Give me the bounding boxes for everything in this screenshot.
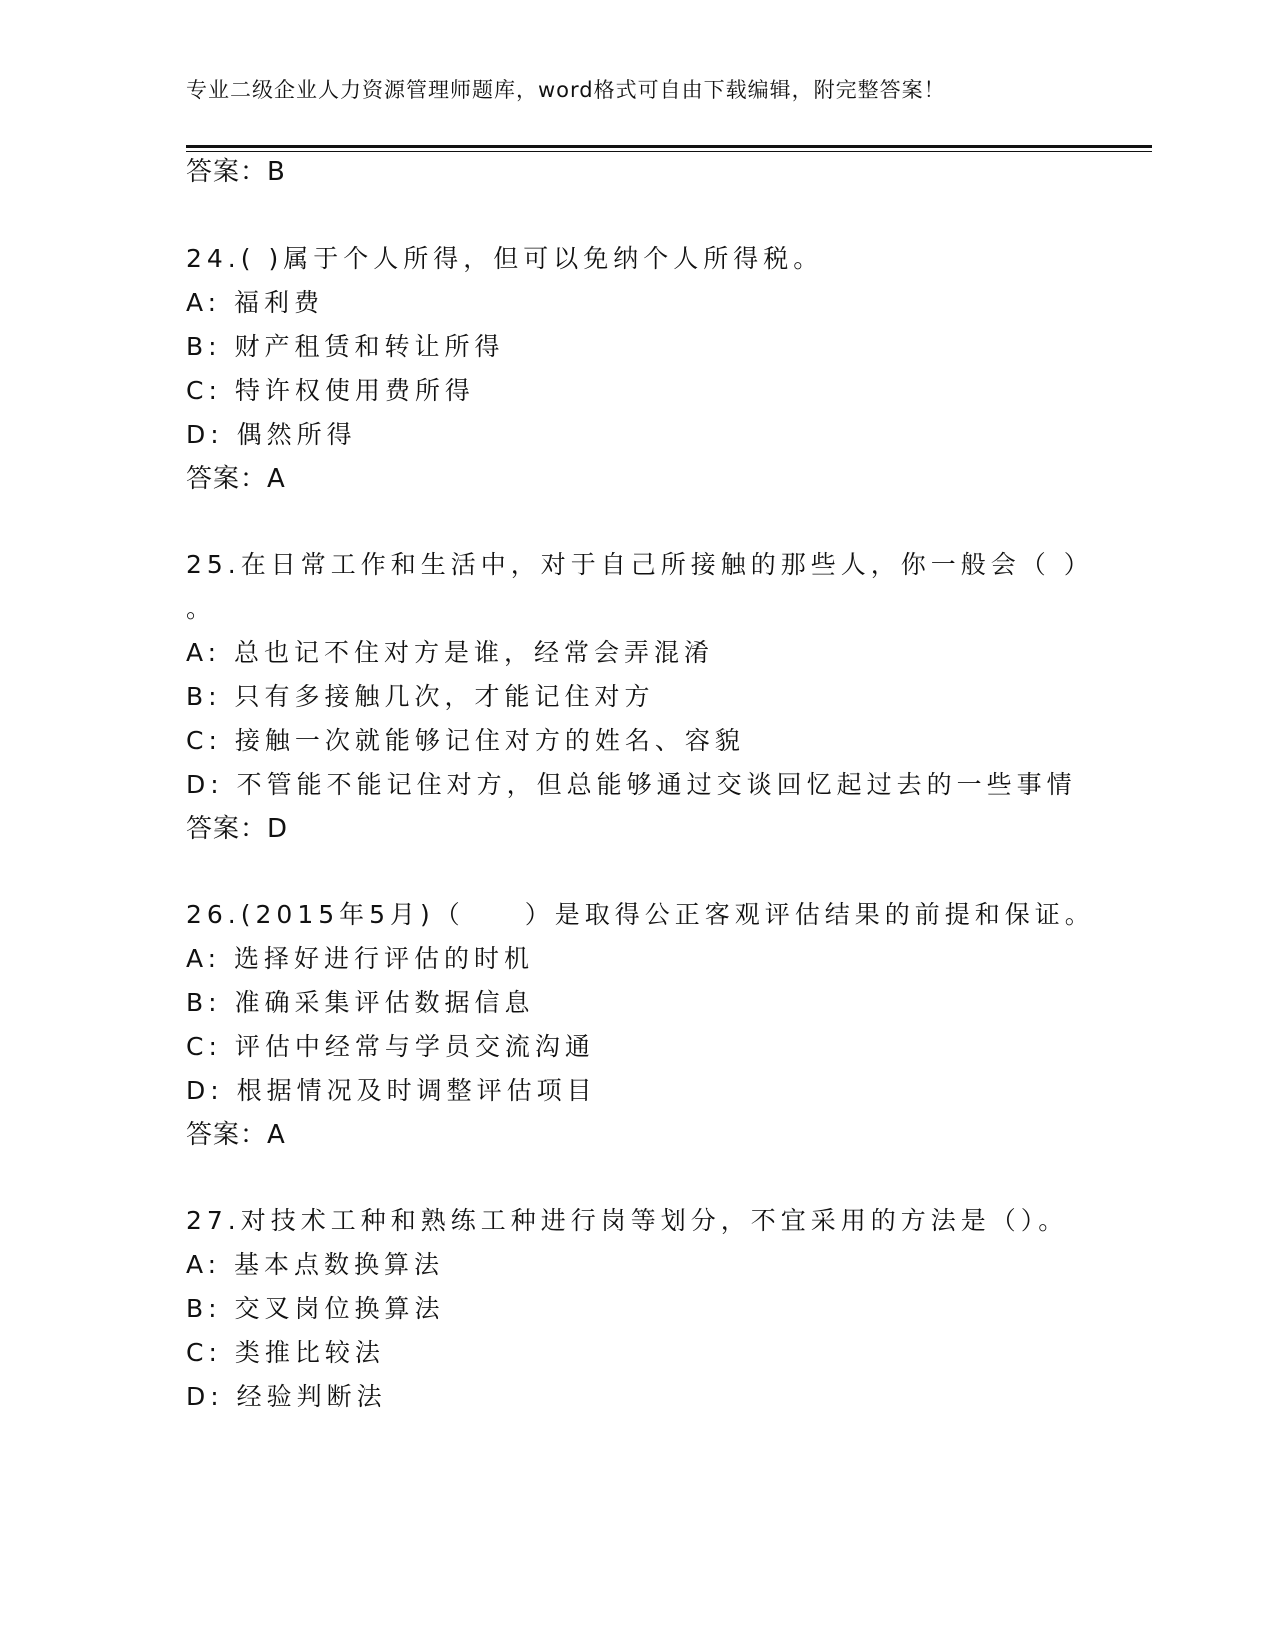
question-26-option-a: A: 选择好进行评估的时机 (186, 944, 535, 973)
question-25-stem: 25.在日常工作和生活中，对于自己所接触的那些人，你一般会（ ） (186, 550, 1094, 579)
question-27-stem: 27.对技术工种和熟练工种进行岗等划分，不宜采用的方法是（）。 (186, 1206, 1069, 1235)
question-25-option-c: C: 接触一次就能够记住对方的姓名、容貌 (186, 726, 745, 755)
question-27-option-d: D: 经验判断法 (186, 1382, 387, 1411)
header-rule-thin (186, 151, 1152, 152)
question-27-option-b: B: 交叉岗位换算法 (186, 1294, 445, 1323)
question-26-option-b: B: 准确采集评估数据信息 (186, 988, 535, 1017)
question-24-answer: 答案：A (186, 464, 286, 494)
question-24-option-c: C: 特许权使用费所得 (186, 376, 475, 405)
question-25-answer: 答案：D (186, 814, 289, 844)
answer-23: 答案：B (186, 157, 286, 187)
page-header: 专业二级企业人力资源管理师题库，word格式可自由下载编辑，附完整答案！ (186, 78, 946, 102)
question-24-stem: 24.( )属于个人所得，但可以免纳个人所得税。 (186, 244, 824, 273)
question-24-option-d: D: 偶然所得 (186, 420, 357, 449)
question-27-option-c: C: 类推比较法 (186, 1338, 385, 1367)
question-27-option-a: A: 基本点数换算法 (186, 1250, 445, 1279)
question-26-stem: 26.(2015年5月)（ ）是取得公正客观评估结果的前提和保证。 (186, 900, 1095, 929)
question-26-option-c: C: 评估中经常与学员交流沟通 (186, 1032, 595, 1061)
question-25-stem-cont: 。 (186, 594, 217, 623)
header-rule-thick (186, 145, 1152, 148)
question-25-option-a: A: 总也记不住对方是谁，经常会弄混淆 (186, 638, 715, 667)
question-25-option-d: D: 不管能不能记住对方，但总能够通过交谈回忆起过去的一些事情 (186, 770, 1077, 799)
question-24-option-a: A: 福利费 (186, 288, 325, 317)
question-25-option-b: B: 只有多接触几次，才能记住对方 (186, 682, 655, 711)
question-26-option-d: D: 根据情况及时调整评估项目 (186, 1076, 597, 1105)
question-26-answer: 答案：A (186, 1120, 286, 1150)
question-24-option-b: B: 财产租赁和转让所得 (186, 332, 505, 361)
